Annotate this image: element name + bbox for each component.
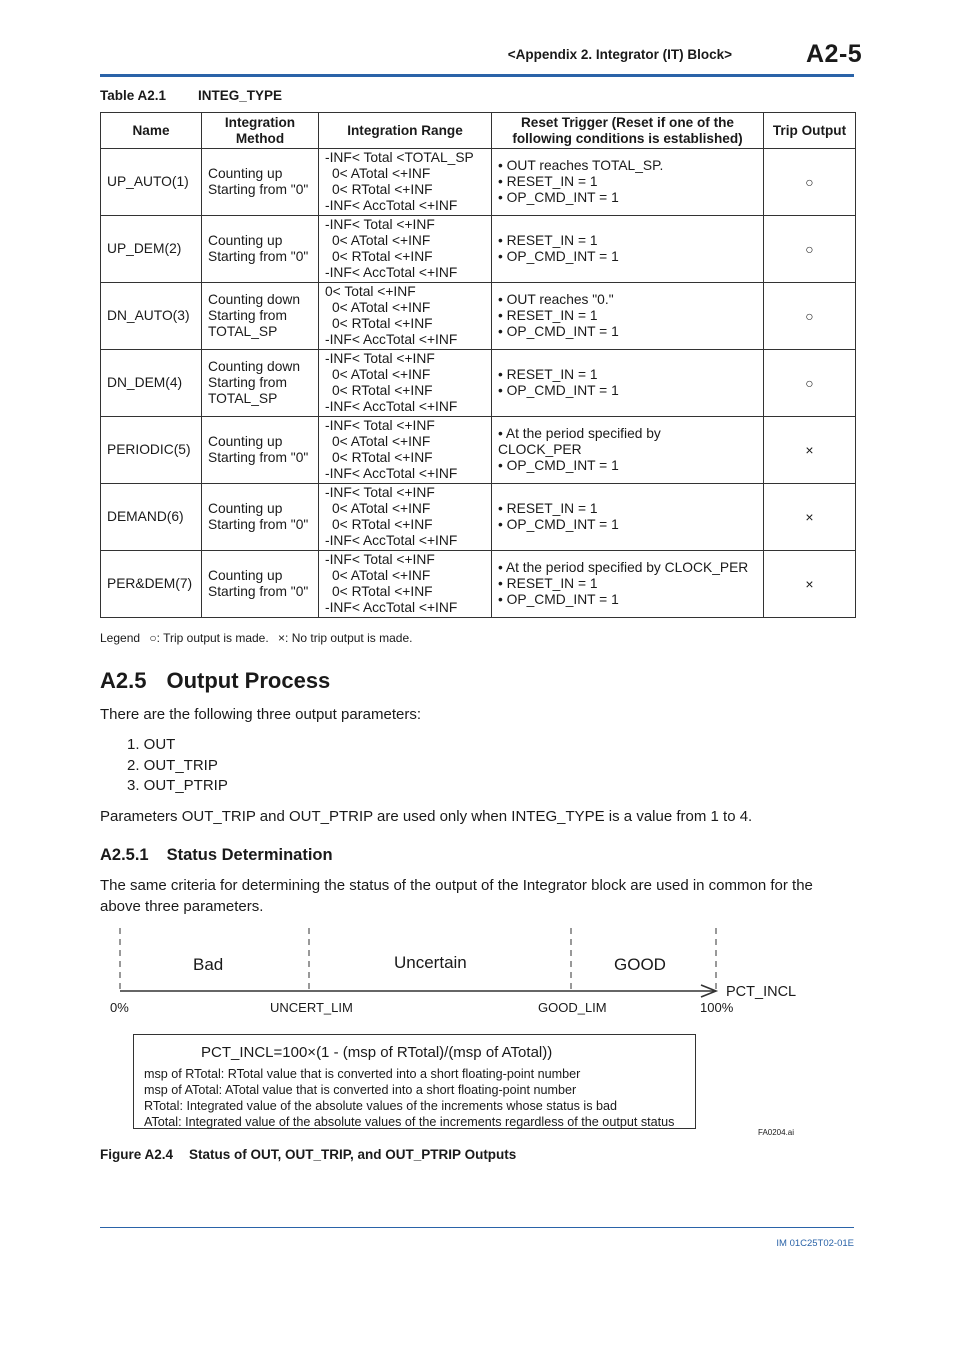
cell-integration-range bbox=[319, 149, 492, 216]
header-rule bbox=[100, 74, 854, 77]
cell-reset-trigger bbox=[492, 216, 764, 283]
cell-name: UP_AUTO(1) bbox=[101, 149, 202, 216]
method-line: Starting from bbox=[208, 375, 287, 390]
cell-integration-method bbox=[202, 283, 319, 350]
range-line: -INF< Total <+INF bbox=[325, 485, 435, 500]
formula-note: msp of RTotal: RTotal value that is converted into a short floating-point number bbox=[144, 1067, 581, 1081]
table-row bbox=[101, 484, 856, 551]
formula-box bbox=[133, 1034, 696, 1129]
method-line: Starting from "0" bbox=[208, 584, 309, 599]
table-row bbox=[101, 216, 856, 283]
reset-line: • OP_CMD_INT = 1 bbox=[498, 592, 619, 607]
output-parameter-list bbox=[127, 735, 228, 797]
cell-trip-output: × bbox=[764, 417, 856, 484]
table-row bbox=[101, 283, 856, 350]
reset-line: • OP_CMD_INT = 1 bbox=[498, 458, 619, 473]
list-item: 1. OUT bbox=[127, 736, 176, 753]
cell-integration-range bbox=[319, 283, 492, 350]
cell-integration-range bbox=[319, 551, 492, 618]
section-title-text: Output Process bbox=[166, 668, 331, 693]
table-caption-name: INTEG_TYPE bbox=[198, 88, 283, 103]
reset-line: CLOCK_PER bbox=[498, 442, 582, 457]
cell-integration-method bbox=[202, 417, 319, 484]
range-line: 0< RTotal <+INF bbox=[332, 249, 433, 264]
range-line: 0< ATotal <+INF bbox=[332, 568, 431, 583]
cell-name: DEMAND(6) bbox=[101, 484, 202, 551]
footer-rule bbox=[100, 1227, 854, 1228]
method-line: Starting from "0" bbox=[208, 249, 309, 264]
formula-note: msp of ATotal: ATotal value that is converted into a short floating-point number bbox=[144, 1083, 577, 1097]
cell-trip-output: ○ bbox=[764, 283, 856, 350]
reset-line: • OP_CMD_INT = 1 bbox=[498, 324, 619, 339]
cell-trip-output: × bbox=[764, 484, 856, 551]
method-line: Starting from "0" bbox=[208, 450, 309, 465]
range-line: 0< RTotal <+INF bbox=[332, 584, 433, 599]
cell-integration-range bbox=[319, 216, 492, 283]
page-number: A2-5 bbox=[806, 40, 863, 68]
cell-name: PERIODIC(5) bbox=[101, 417, 202, 484]
reset-line: • RESET_IN = 1 bbox=[498, 576, 598, 591]
cell-name: DN_DEM(4) bbox=[101, 350, 202, 417]
tick-uncert-lim: UNCERT_LIM bbox=[270, 1000, 353, 1015]
formula-note: RTotal: Integrated value of the absolute values of the increments whose status is bad bbox=[144, 1099, 618, 1113]
method-line: Counting up bbox=[208, 568, 283, 583]
reset-line: • OP_CMD_INT = 1 bbox=[498, 383, 619, 398]
pct-incl-formula: PCT_INCL=100×(1 - (msp of RTotal)/(msp of ATotal)) bbox=[201, 1044, 553, 1061]
reset-line: • OUT reaches TOTAL_SP. bbox=[498, 158, 664, 173]
method-line: TOTAL_SP bbox=[208, 391, 278, 406]
reset-line: • RESET_IN = 1 bbox=[498, 308, 598, 323]
legend-label: Legend bbox=[100, 631, 141, 645]
range-line: 0< Total <+INF bbox=[325, 284, 416, 299]
cell-integration-range bbox=[319, 350, 492, 417]
reset-line: • RESET_IN = 1 bbox=[498, 367, 598, 382]
range-line: 0< RTotal <+INF bbox=[332, 316, 433, 331]
cell-integration-method bbox=[202, 484, 319, 551]
method-line: Counting up bbox=[208, 166, 283, 181]
cell-reset-trigger bbox=[492, 283, 764, 350]
region-bad-label: Bad bbox=[193, 955, 224, 974]
cell-trip-output: ○ bbox=[764, 350, 856, 417]
cell-name: UP_DEM(2) bbox=[101, 216, 202, 283]
table-row bbox=[101, 350, 856, 417]
range-line: -INF< Total <+INF bbox=[325, 351, 435, 366]
range-line: 0< ATotal <+INF bbox=[332, 367, 431, 382]
cell-reset-trigger bbox=[492, 350, 764, 417]
integ-type-table bbox=[100, 112, 856, 618]
table-caption bbox=[100, 88, 282, 103]
subsection-text: The same criteria for determining the status of the output of the Integrator block are used in common for the above three parameters. bbox=[100, 877, 813, 915]
figure-caption-title: Status of OUT, OUT_TRIP, and OUT_PTRIP Outputs bbox=[189, 1147, 517, 1162]
reset-line: • OP_CMD_INT = 1 bbox=[498, 517, 619, 532]
cell-reset-trigger bbox=[492, 551, 764, 618]
method-line: Counting down bbox=[208, 359, 301, 374]
subsection-number: A2.5.1 bbox=[100, 846, 149, 864]
method-line: Counting up bbox=[208, 233, 283, 248]
cell-integration-method bbox=[202, 149, 319, 216]
reset-line: • OP_CMD_INT = 1 bbox=[498, 249, 619, 264]
figure-caption-label: Figure A2.4 bbox=[100, 1147, 174, 1162]
cell-reset-trigger bbox=[492, 484, 764, 551]
range-line: 0< RTotal <+INF bbox=[332, 383, 433, 398]
reset-line: • OUT reaches "0." bbox=[498, 292, 614, 307]
region-good-label: GOOD bbox=[614, 955, 666, 974]
method-line: Starting from "0" bbox=[208, 182, 309, 197]
range-line: 0< ATotal <+INF bbox=[332, 300, 431, 315]
cell-reset-trigger bbox=[492, 417, 764, 484]
range-line: -INF< Total <+INF bbox=[325, 217, 435, 232]
cell-trip-output: × bbox=[764, 551, 856, 618]
table-row bbox=[101, 551, 856, 618]
range-line: -INF< Total <TOTAL_SP bbox=[325, 150, 474, 165]
cell-integration-method bbox=[202, 216, 319, 283]
method-line: Counting up bbox=[208, 501, 283, 516]
table-row bbox=[101, 417, 856, 484]
list-item: 2. OUT_TRIP bbox=[127, 756, 218, 774]
table-row bbox=[101, 149, 856, 216]
reset-line: • At the period specified by bbox=[498, 426, 661, 441]
tick-0-percent: 0% bbox=[110, 1000, 129, 1015]
header-reset-trigger: Reset Trigger (Reset if one of the following conditions is established) bbox=[492, 113, 764, 149]
legend-item-no-trip: ×: No trip output is made. bbox=[278, 631, 413, 645]
range-line: 0< ATotal <+INF bbox=[332, 434, 431, 449]
cell-integration-range bbox=[319, 417, 492, 484]
range-line: -INF< AccTotal <+INF bbox=[325, 466, 458, 481]
header-name: Name bbox=[101, 113, 202, 149]
reset-line: • RESET_IN = 1 bbox=[498, 501, 598, 516]
cell-trip-output: ○ bbox=[764, 216, 856, 283]
method-line: Counting down bbox=[208, 292, 301, 307]
reset-line: • RESET_IN = 1 bbox=[498, 174, 598, 189]
range-line: -INF< AccTotal <+INF bbox=[325, 600, 458, 615]
region-uncertain-label: Uncertain bbox=[394, 953, 467, 972]
range-line: 0< ATotal <+INF bbox=[332, 501, 431, 516]
section-intro: There are the following three output parameters: bbox=[100, 706, 422, 723]
reset-line: • At the period specified by CLOCK_PER bbox=[498, 560, 749, 575]
range-line: 0< RTotal <+INF bbox=[332, 182, 433, 197]
table-legend bbox=[100, 631, 412, 645]
section-number: A2.5 bbox=[100, 668, 147, 693]
method-line: Starting from "0" bbox=[208, 517, 309, 532]
range-line: -INF< AccTotal <+INF bbox=[325, 399, 458, 414]
method-line: TOTAL_SP bbox=[208, 324, 278, 339]
range-line: -INF< Total <+INF bbox=[325, 418, 435, 433]
reset-line: • OP_CMD_INT = 1 bbox=[498, 190, 619, 205]
tick-100-percent: 100% bbox=[700, 1000, 734, 1015]
cell-name: PER&DEM(7) bbox=[101, 551, 202, 618]
figure-caption bbox=[100, 1147, 516, 1162]
range-line: 0< ATotal <+INF bbox=[332, 233, 431, 248]
method-line: Starting from bbox=[208, 308, 287, 323]
cell-trip-output: ○ bbox=[764, 149, 856, 216]
tick-good-lim: GOOD_LIM bbox=[538, 1000, 607, 1015]
section-title bbox=[100, 668, 330, 694]
range-line: -INF< Total <+INF bbox=[325, 552, 435, 567]
cell-reset-trigger bbox=[492, 149, 764, 216]
range-line: 0< ATotal <+INF bbox=[332, 166, 431, 181]
footer-doc-id: IM 01C25T02-01E bbox=[776, 1238, 854, 1249]
range-line: -INF< AccTotal <+INF bbox=[325, 332, 458, 347]
subsection-title bbox=[100, 846, 333, 865]
cell-integration-method bbox=[202, 350, 319, 417]
cell-integration-range bbox=[319, 484, 492, 551]
method-line: Counting up bbox=[208, 434, 283, 449]
header-trip-output: Trip Output bbox=[764, 113, 856, 149]
range-line: -INF< AccTotal <+INF bbox=[325, 533, 458, 548]
table-caption-label: Table A2.1 bbox=[100, 88, 167, 103]
cell-name: DN_AUTO(3) bbox=[101, 283, 202, 350]
range-line: -INF< AccTotal <+INF bbox=[325, 198, 458, 213]
figure-file-id: FA0204.ai bbox=[758, 1128, 795, 1137]
axis-label: PCT_INCL bbox=[726, 984, 797, 1000]
table-header-row bbox=[101, 113, 856, 149]
range-line: -INF< AccTotal <+INF bbox=[325, 265, 458, 280]
header-section-title: <Appendix 2. Integrator (IT) Block> bbox=[507, 47, 732, 62]
formula-note: ATotal: Integrated value of the absolute values of the increments regardless of the output status bbox=[144, 1115, 675, 1129]
cell-integration-method bbox=[202, 551, 319, 618]
header-integration-range: Integration Range bbox=[319, 113, 492, 149]
range-line: 0< RTotal <+INF bbox=[332, 517, 433, 532]
range-line: 0< RTotal <+INF bbox=[332, 450, 433, 465]
list-item: 3. OUT_PTRIP bbox=[127, 777, 228, 794]
section-note: Parameters OUT_TRIP and OUT_PTRIP are used only when INTEG_TYPE is a value from 1 to 4. bbox=[100, 808, 753, 825]
reset-line: • RESET_IN = 1 bbox=[498, 233, 598, 248]
header-integration-method: Integration Method bbox=[202, 113, 319, 149]
legend-item-trip: ○: Trip output is made. bbox=[149, 631, 269, 645]
subsection-title-text: Status Determination bbox=[166, 846, 333, 864]
